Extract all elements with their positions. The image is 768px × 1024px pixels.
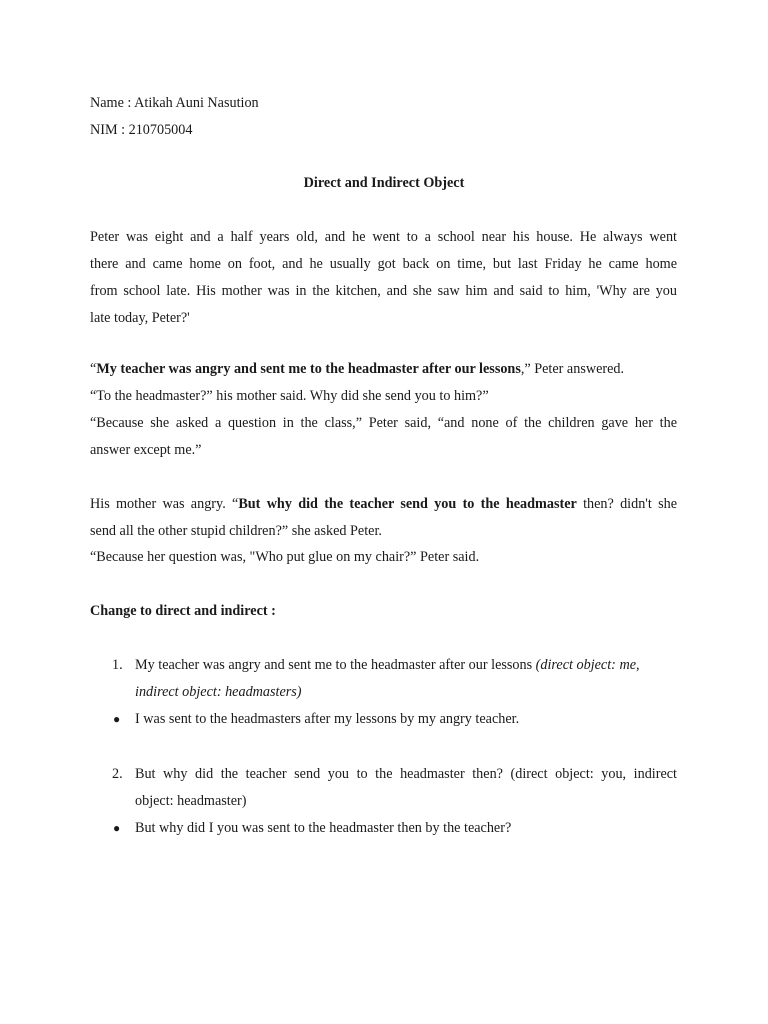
item1-bullet-text: I was sent to the headmasters after my lessons by my angry teacher. — [135, 711, 520, 727]
bold-quote-teacher: My teacher was angry and sent me to the headmaster after our lessons — [96, 361, 521, 377]
paragraph3-line2: send all the other stupid children?” she asked Peter. — [90, 523, 382, 539]
bullet-dot-icon: ● — [113, 712, 121, 726]
paragraph2-line2: “To the headmaster?” his mother said. Why did she send you to him?” — [90, 388, 489, 404]
mother-angry-text: His mother was angry. “ — [90, 496, 239, 512]
paragraph2-line3: “Because she asked a question in the class,” Peter said, “and none of the children gave her the — [90, 415, 677, 431]
bold-quote-why: But why did the teacher send you to the headmaster — [238, 496, 577, 512]
student-nim: NIM : 210705004 — [90, 122, 193, 138]
item1-text: My teacher was angry and sent me to the headmaster after our lessons — [135, 657, 536, 673]
paragraph3-line3: “Because her question was, "Who put glue on my chair?” Peter said. — [90, 549, 480, 565]
paragraph1-line3: from school late. His mother was in the kitchen, and she saw him and said to him, 'Why are you — [90, 283, 677, 299]
answer-suffix: ,” Peter answered. — [520, 361, 625, 377]
paragraph2-line4: answer except me.” — [90, 442, 202, 458]
item2-line2: object: headmaster) — [135, 793, 247, 809]
bullet-dot-icon: ● — [113, 821, 121, 835]
paragraph2-line1 — [90, 360, 624, 378]
item1-line1 — [135, 656, 640, 674]
open-quote: “ — [90, 361, 97, 377]
paragraph3-line1 — [90, 495, 677, 513]
paragraph1-line2: there and came home on foot, and he usually got back on time, but last Friday he came home — [90, 256, 677, 272]
section-heading: Change to direct and indirect : — [90, 603, 276, 619]
then-text: then? didn't she — [576, 496, 678, 512]
item1-italic-start: (direct object: me, — [535, 657, 640, 673]
student-name: Name : Atikah Auni Nasution — [90, 95, 259, 111]
item1-line2: indirect object: headmasters) — [135, 684, 302, 700]
paragraph1-line1: Peter was eight and a half years old, and he went to a school near his house. He always went — [90, 229, 677, 245]
item2-number: 2. — [112, 766, 123, 782]
document-title: Direct and Indirect Object — [303, 175, 465, 191]
item1-number: 1. — [112, 657, 123, 673]
paragraph1-line4: late today, Peter?' — [90, 310, 190, 326]
item2-bullet-text: But why did I you was sent to the headmaster then by the teacher? — [135, 820, 512, 836]
item2-line1: But why did the teacher send you to the headmaster then? (direct object: you, indirect — [135, 766, 677, 782]
